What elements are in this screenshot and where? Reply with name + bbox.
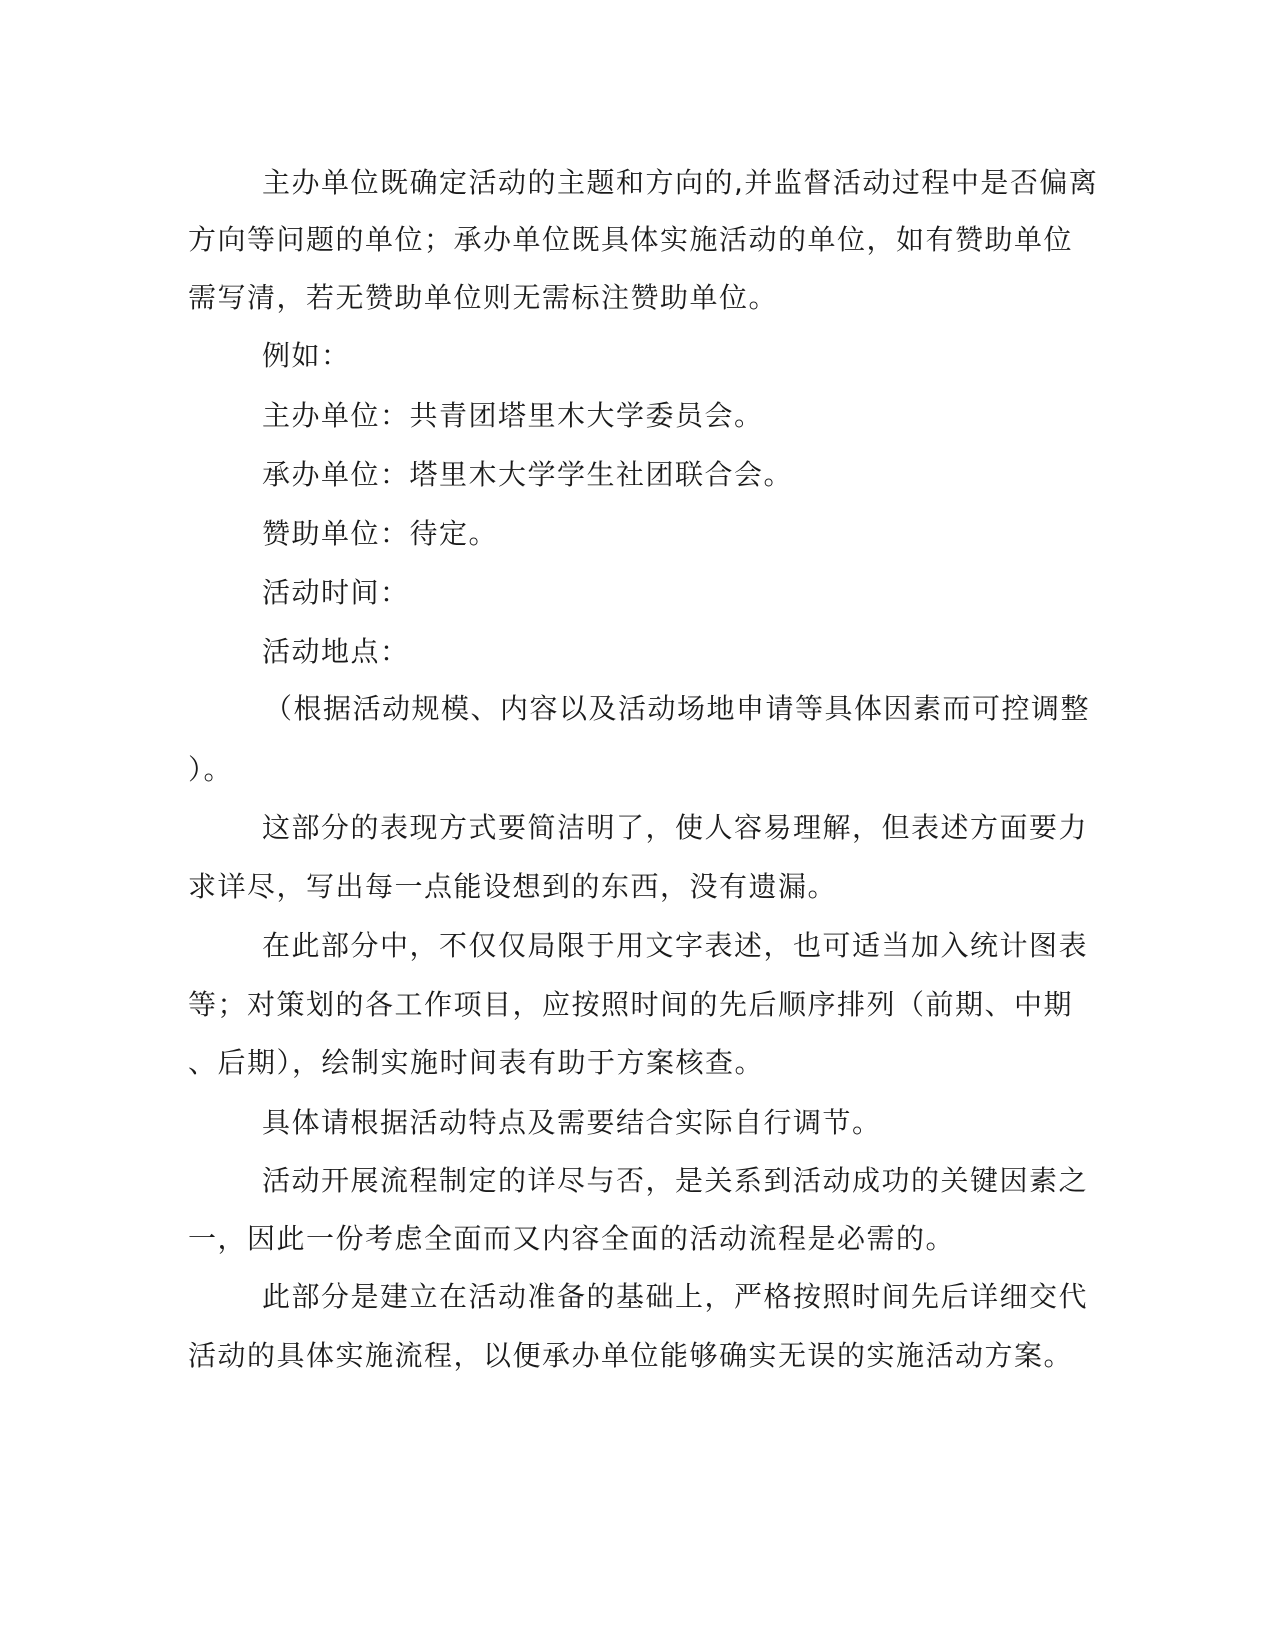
paragraph-line: 、后期），绘制实施时间表有助于方案核查。 (188, 1046, 765, 1079)
paragraph-line: 需写清，若无赞助单位则无需标注赞助单位。 (188, 281, 779, 314)
paragraph-line: 此部分是建立在活动准备的基础上，严格按照时间先后详细交代 (262, 1280, 1089, 1313)
paragraph-line: 活动开展流程制定的详尽与否，是关系到活动成功的关键因素之 (262, 1164, 1089, 1197)
paragraph-line: ）。 (188, 753, 234, 786)
paragraph-line: 在此部分中，不仅仅局限于用文字表述，也可适当加入统计图表 (262, 929, 1089, 962)
paragraph-line: 主办单位既确定活动的主题和方向的,并监督活动过程中是否偏离 (262, 166, 1099, 199)
paragraph-line: 活动地点： (262, 635, 410, 668)
paragraph-line: （根据活动规模、内容以及活动场地申请等具体因素而可控调整 (264, 692, 1091, 725)
paragraph-line: 一，因此一份考虑全面而又内容全面的活动流程是必需的。 (188, 1222, 956, 1255)
paragraph-line: 这部分的表现方式要简洁明了，使人容易理解，但表述方面要力 (262, 811, 1089, 844)
paragraph-line: 例如： (262, 339, 351, 372)
paragraph-line: 活动的具体实施流程，以便承办单位能够确实无误的实施活动方案。 (188, 1339, 1074, 1372)
paragraph-line: 具体请根据活动特点及需要结合实际自行调节。 (262, 1106, 882, 1139)
paragraph-line: 承办单位：塔里木大学学生社团联合会。 (262, 458, 794, 491)
paragraph-line: 求详尽，写出每一点能设想到的东西，没有遗漏。 (188, 870, 838, 903)
paragraph-line: 赞助单位：待定。 (262, 517, 499, 550)
paragraph-line: 活动时间： (262, 576, 410, 609)
paragraph-line: 等；对策划的各工作项目，应按照时间的先后顺序排列（前期、中期 (188, 988, 1074, 1021)
paragraph-line: 方向等问题的单位；承办单位既具体实施活动的单位，如有赞助单位 (188, 223, 1074, 256)
paragraph-line: 主办单位：共青团塔里木大学委员会。 (262, 399, 764, 432)
